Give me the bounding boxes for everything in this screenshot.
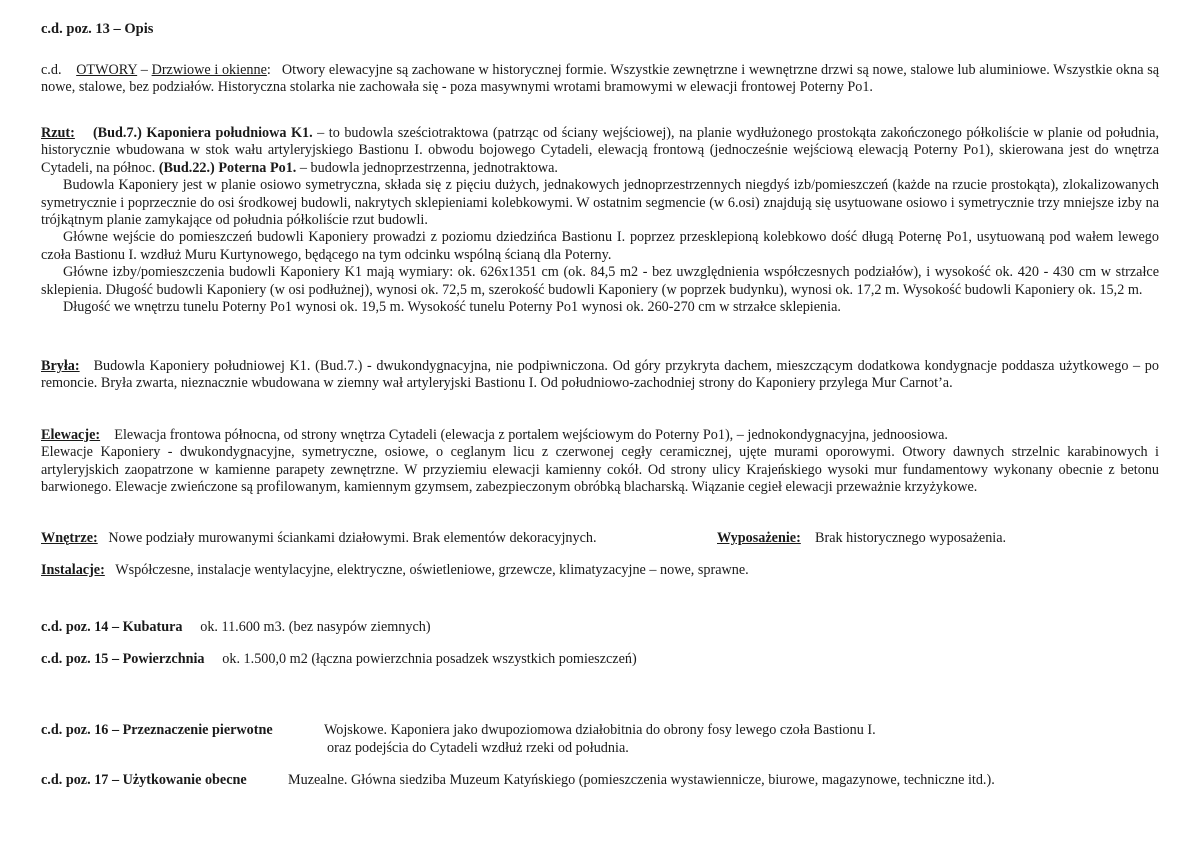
rzut-text2: – budowla jednoprzestrzenna, jednotraktowa.: [296, 159, 558, 176]
rzut-paragraph-3: Główne wejście do pomieszczeń budowli Kaponiery prowadzi z poziomu dziedzińca Bastionu I. poprzez przesklepioną kolebkowo dość długą Poternę Po1, usytuowaną pod wałem lewego czoła Bastionu I. wzdłuż Muru Kurtynowego, będącego na tym odcinku wspólną ścianą dla Poterny.: [41, 229, 1159, 263]
wnetrze-text: Nowe podziały murowanymi ściankami działowymi. Brak elementów dekoracyjnych.: [108, 530, 597, 546]
poz14-row: [41, 619, 431, 636]
otwory-text: Otwory elewacyjne są zachowane w historycznej formie. Wszystkie zewnętrzne i wewnętrzne drzwi są nowe, stalowe lub aluminiowe. Wszystkie okna są nowe, stalowe, bez podziałów. Historyczna stolarka nie zachowała się - poza masywnymi wrotami bramowymi w elewacji frontowej Poterny Po1.: [41, 62, 1160, 96]
poz16-line2: oraz podejścia do Cytadeli wzdłuż rzeki od południa.: [327, 740, 629, 756]
bryla-text: Budowla Kaponiery południowej K1. (Bud.7.) - dwukondygnacyjna, nie podpiwniczona. Od góry przykryta dachem, mieszczącym dodatkowa kondygnacje poddasza użytkowego – po remoncie. Bryła zwarta, nieznacznie wbudowana w ziemny wał artyleryjski Bastionu I. Od południowo-zachodniej strony do Kaponiery przylega Mur Carnot’a.: [41, 358, 1159, 392]
rzut-bud22-heading: (Bud.22.) Poterna Po1.: [158, 159, 297, 176]
rzut-paragraph-5: Długość we wnętrzu tunelu Poterny Po1 wynosi ok. 19,5 m. Wysokość tunelu Poterny Po1 wynosi ok. 260-270 cm w strzałce sklepienia.: [63, 299, 841, 316]
bryla-label: Bryła:: [41, 358, 80, 374]
poz15-label: c.d. poz. 15 – Powierzchnia: [41, 651, 205, 667]
otwory-prefix: c.d.: [41, 62, 62, 78]
otwory-sublabel: Drzwiowe i okienne: [151, 62, 267, 78]
rzut-text1: – to budowla sześciotraktowa (patrząc od ściany wejściowej), na planie wydłużonego prostokąta zakończonego półkoliście w planie od południa, historycznie wbudowana w stok wału artyleryjskiego Bastionu I. obwodu bojowego Cytadeli, elewacją frontową (jednocześnie wejściową elewacją Poterny Po1), skierowana jest do wnętrza Cytadeli, na północ.: [41, 125, 1159, 176]
wyposazenie-row: [717, 530, 1006, 547]
rzut-section: [41, 125, 1159, 316]
instalacje-row: [41, 562, 749, 579]
rzut-paragraph-2: Budowla Kaponiery jest w planie osiowo symetryczna, składa się z pięciu dużych, jednakowych jednoprzestrzennych niegdyś izb/pomieszczeń (każde na rzucie prostokąta), zlokalizowanych symetrycznie i poprzecznie do osi środkowej budowli, nakrytych sklepieniami kolebkowymi. W ostatnim segmencie (w 6.osi) znajdują się usytuowane osiowo i symetrycznie trzy mniejsze izby na trójkątnym planie zamykające od południa półkoliście rzut budowli.: [41, 177, 1159, 229]
rzut-label: Rzut:: [41, 125, 75, 141]
poz16-label: c.d. poz. 16 – Przeznaczenie pierwotne: [41, 722, 273, 738]
wyposazenie-label: Wyposażenie:: [717, 530, 801, 546]
otwory-label: OTWORY: [76, 62, 138, 78]
elewacje-section: [41, 427, 1159, 497]
poz17-label: c.d. poz. 17 – Użytkowanie obecne: [41, 772, 247, 788]
otwory-dash: –: [137, 62, 152, 78]
elewacje-line1: Elewacja frontowa północna, od strony wnętrza Cytadeli (elewacja z portalem wejściowym do Poterny Po1), – jednokondygnacyjna, jednoosiowa.: [114, 427, 948, 443]
poz15-text: ok. 1.500,0 m2 (łączna powierzchnia posadzek wszystkich pomieszczeń): [222, 651, 637, 667]
wnetrze-row: [41, 530, 597, 547]
bryla-section: [41, 358, 1159, 393]
rzut-bud7-heading: (Bud.7.) Kaponiera południowa K1.: [92, 125, 313, 141]
section-title: c.d. poz. 13 – Opis: [41, 21, 154, 37]
poz14-text: ok. 11.600 m3. (bez nasypów ziemnych): [200, 619, 431, 635]
rzut-paragraph-4: Główne izby/pomieszczenia budowli Kaponiery K1 mają wymiary: ok. 626x1351 cm (ok. 84,5 m2 - bez uwzględnienia współczesnych podziałów), i wysokość ok. 420 - 430 cm w strzałce sklepienia. Długość budowli Kaponiery (w osi podłużnej), wynosi ok. 72,5 m, szerokość budowli Kaponiery (w poprzek budynku), wynosi ok. 17,2 m. Wysokość budowli Kaponiery ok. 15,2 m.: [41, 264, 1159, 298]
elewacje-text: Elewacje Kaponiery - dwukondygnacyjne, symetryczne, osiowe, o ceglanym licu z czerwonej cegły ceramicznej, ujęte murami oporowymi. Otwory dawnych strzelnic karabinowych i artyleryjskich zaopatrzone w kamienne parapety zewnętrzne. W przyziemiu elewacji kamienny cokół. Od strony ulicy Krajeńskiego wysoki mur fundamentowy wykonany obecnie z betonu barwionego. Elewacje zwieńczone są profilowanym, kamiennym gzymsem, zabezpieczonym obróbką blacharską. Wiązanie cegieł elewacji przeważnie krzyżykowe.: [41, 444, 1159, 496]
poz14-label: c.d. poz. 14 – Kubatura: [41, 619, 183, 635]
instalacje-label: Instalacje:: [41, 562, 105, 578]
otwory-colon: :: [266, 62, 271, 78]
wnetrze-label: Wnętrze:: [41, 530, 98, 546]
wyposazenie-text: Brak historycznego wyposażenia.: [815, 530, 1007, 546]
poz15-row: [41, 651, 637, 668]
otwory-paragraph: [41, 62, 1159, 97]
poz16-line1: Wojskowe. Kaponiera jako dwupoziomowa działobitnia do obrony fosy lewego czoła Bastionu I.: [324, 722, 876, 738]
elewacje-label: Elewacje:: [41, 427, 101, 443]
instalacje-text: Współczesne, instalacje wentylacyjne, elektryczne, oświetleniowe, grzewcze, klimatyzacyjne – nowe, sprawne.: [115, 562, 749, 578]
poz17-text: Muzealne. Główna siedziba Muzeum Katyńskiego (pomieszczenia wystawiennicze, biurowe, magazynowe, techniczne itd.).: [288, 772, 995, 788]
